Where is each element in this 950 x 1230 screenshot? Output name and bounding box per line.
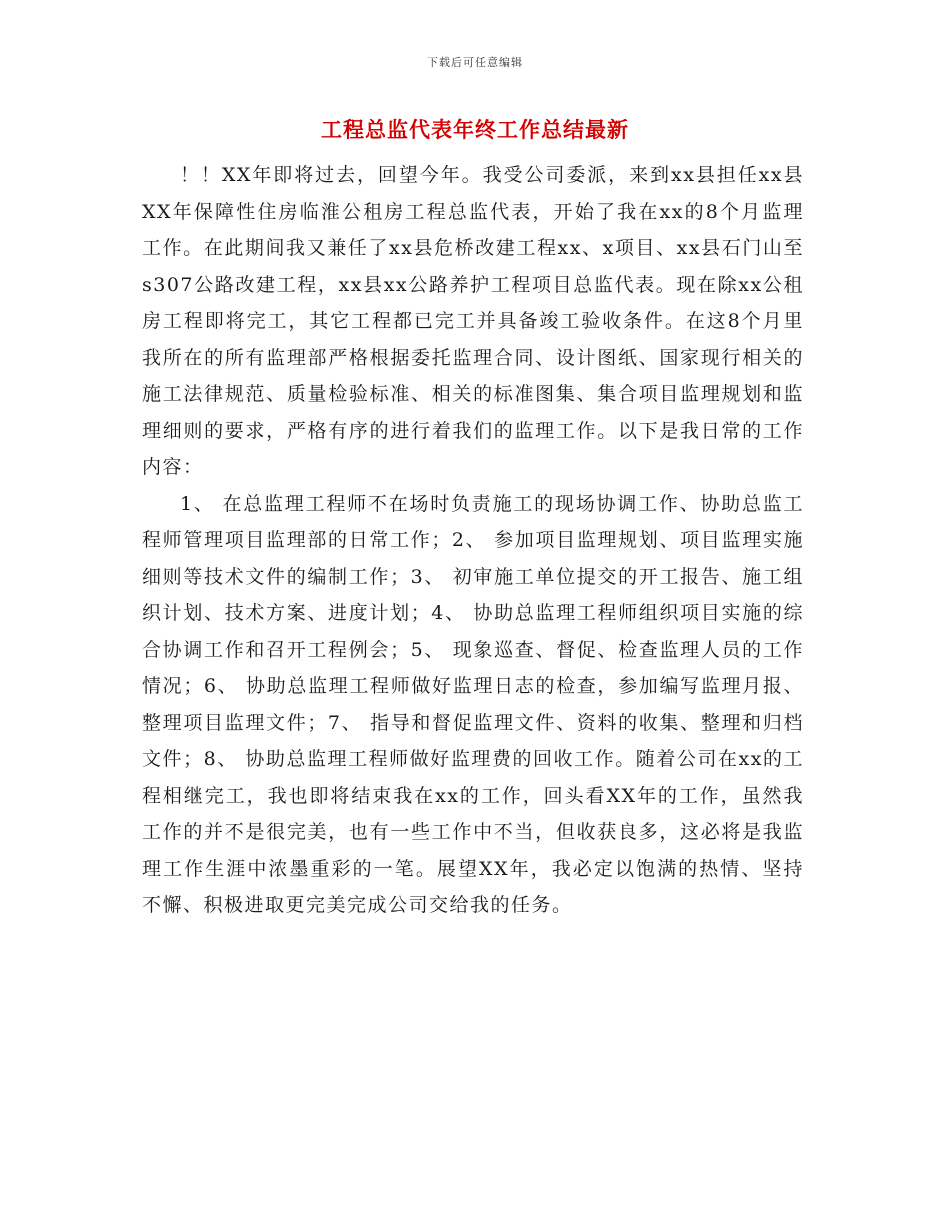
page-title: 工程总监代表年终工作总结最新 xyxy=(321,117,629,142)
document-body xyxy=(142,157,804,924)
header-note: 下载后可任意编辑 xyxy=(427,56,523,69)
paragraph-intro: ！！XX年即将过去，回望今年。我受公司委派，来到xx县担任xx县XX年保障性住房临淮公租房工程总监代表，开始了我在xx的8个月监理工作。在此期间我又兼任了xx县危桥改建工程xx、x项目、xx县石门山至s307公路改建工程，xx县xx公路养护工程项目总监代表。现在除xx公租房工程即将完工，其它工程都已完工并具备竣工验收条件。在这8个月里我所在的所有监理部严格根据委托监理合同、设计图纸、国家现行相关的施工法律规范、质量检验标准、相关的标准图集、集合项目监理规划和监理细则的要求，严格有序的进行着我们的监理工作。以下是我日常的工作内容： xyxy=(142,164,804,478)
paragraph-duties: 1、 在总监理工程师不在场时负责施工的现场协调工作、协助总监工程师管理项目监理部的日常工作；2、 参加项目监理规划、项目监理实施细则等技术文件的编制工作；3、 初审施工单位提交的开工报告、施工组织计划、技术方案、进度计划；4、 协助总监理工程师组织项目实施的综合协调工作和召开工程例会；5、 现象巡查、督促、检查监理人员的工作情况；6、 协助总监理工程师做好监理日志的检查，参加编写监理月报、整理项目监理文件；7、 指导和督促监理文件、资料的收集、整理和归档文件；8、 协助总监理工程师做好监理费的回收工作。随着公司在xx的工程相继完工，我也即将结束我在xx的工作，回头看XX年的工作，虽然我工作的并不是很完美，也有一些工作中不当，但收获良多，这必将是我监理工作生涯中浓墨重彩的一笔。展望XX年，我必定以饱满的热情、坚持不懈、积极进取更完美完成公司交给我的任务。 xyxy=(142,492,804,916)
